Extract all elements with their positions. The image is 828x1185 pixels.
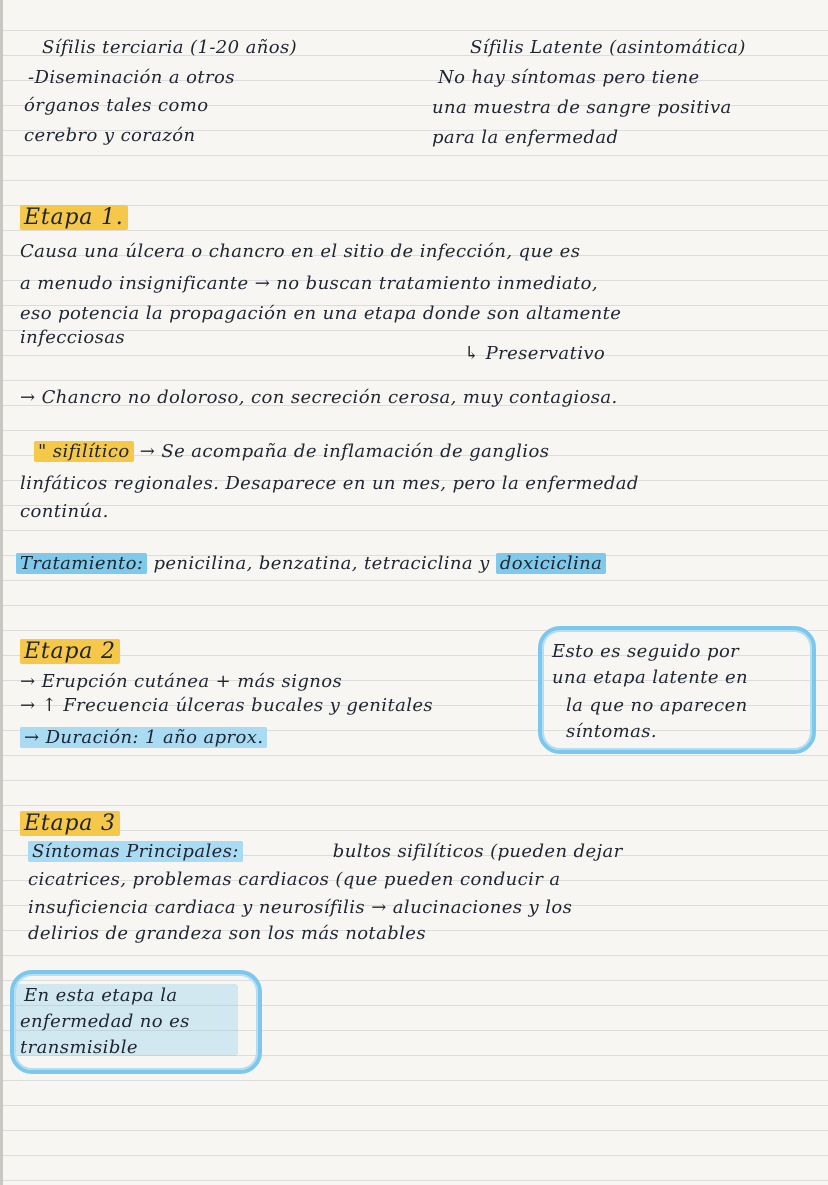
chancro-line: → Chancro no doloroso, con secreción cerosa, muy contagiosa.	[20, 387, 618, 408]
tertiary-line-2: órganos tales como	[24, 95, 209, 116]
sifilitico-label: " sifilítico	[34, 441, 134, 462]
etapa3-label: Síntomas Principales:	[28, 841, 243, 862]
treatment-text: penicilina, benzatina, tetraciclina y	[153, 553, 490, 574]
latent-syphilis-title: Sífilis Latente (asintomática)	[470, 37, 746, 58]
etapa3-line-1: cicatrices, problemas cardiacos (que pueden conducir a	[28, 869, 561, 890]
etapa2-heading: Etapa 2	[20, 640, 120, 664]
sifilitico-line-2: continúa.	[20, 501, 109, 522]
tertiary-syphilis-title: Sífilis terciaria (1-20 años)	[42, 37, 298, 58]
treatment-row	[16, 552, 606, 576]
sifilitico-row	[34, 440, 549, 464]
etapa3-cloud-line-2: enfermedad no es	[20, 1011, 190, 1032]
etapa2-cloud-line-4: síntomas.	[566, 721, 658, 742]
etapa3-cloud-line-1: En esta etapa la	[24, 985, 178, 1006]
etapa3-line-3: delirios de grandeza son los más notables	[28, 923, 426, 944]
treatment-last: doxiciclina	[496, 553, 606, 574]
etapa2-cloud-line-1: Esto es seguido por	[552, 641, 740, 662]
etapa2-line-1: → Erupción cutánea + más signos	[20, 671, 343, 692]
etapa1-note: ↳ Preservativo	[464, 343, 606, 364]
etapa1-line-3: eso potencia la propagación en una etapa donde son altamente	[20, 303, 622, 324]
tertiary-line-3: cerebro y corazón	[24, 125, 196, 146]
treatment-label: Tratamiento:	[16, 553, 147, 574]
tertiary-line-1: -Diseminación a otros	[28, 67, 235, 88]
etapa3-label-rest: bultos sifilíticos (pueden dejar	[332, 841, 623, 862]
etapa1-line-4: infecciosas	[20, 327, 126, 348]
etapa1-heading: Etapa 1.	[20, 206, 128, 230]
etapa3-cloud-line-3: transmisible	[20, 1037, 138, 1058]
etapa2-line-2: → ↑ Frecuencia úlceras bucales y genitales	[20, 695, 434, 716]
etapa2-cloud-line-3: la que no aparecen	[566, 695, 748, 716]
etapa1-line-1: Causa una úlcera o chancro en el sitio de infección, que es	[20, 241, 581, 262]
sifilitico-text: → Se acompaña de inflamación de ganglios	[139, 441, 550, 462]
latent-line-1: No hay síntomas pero tiene	[438, 67, 700, 88]
sifilitico-line-1: linfáticos regionales. Desaparece en un mes, pero la enfermedad	[20, 473, 639, 494]
etapa3-heading: Etapa 3	[20, 812, 120, 836]
etapa1-line-2: a menudo insignificante → no buscan tratamiento inmediato,	[20, 273, 598, 294]
latent-line-2: una muestra de sangre positiva	[432, 97, 732, 118]
etapa3-label-row	[28, 840, 623, 864]
etapa3-line-2: insuficiencia cardiaca y neurosífilis → alucinaciones y los	[28, 897, 573, 918]
latent-line-3: para la enfermedad	[432, 127, 619, 148]
etapa2-duration: → Duración: 1 año aprox.	[20, 726, 267, 750]
etapa2-cloud-line-2: una etapa latente en	[552, 667, 749, 688]
